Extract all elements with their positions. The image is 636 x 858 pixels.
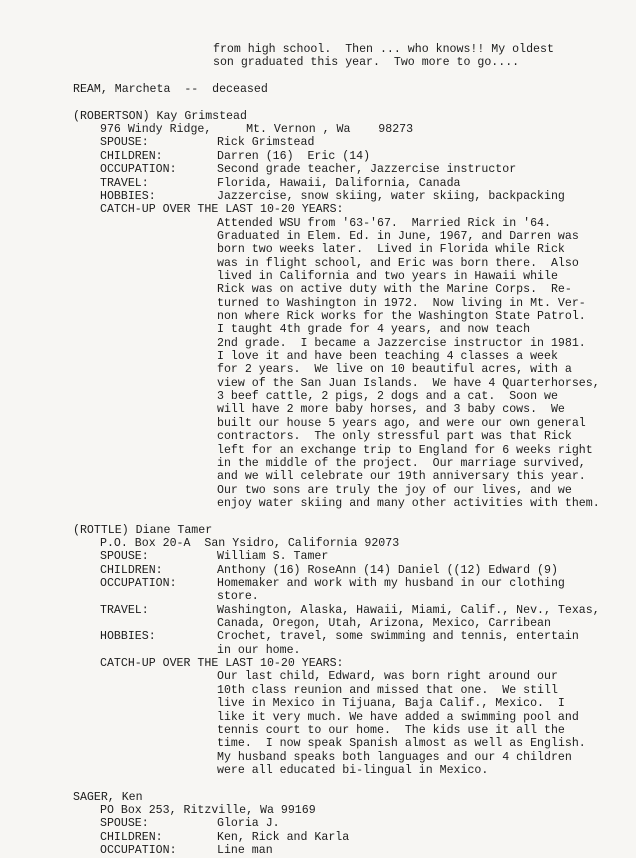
robertson-catchup-line: 3 beef cattle, 2 pigs, 2 dogs and a cat. Soon we <box>217 390 558 404</box>
robertson-spouse: Rick Grimstead <box>217 136 315 150</box>
rottle-catchup-line: tennis court to our home. The kids use it all the <box>217 723 565 737</box>
robertson-catchup-line: Our two sons are truly the joy of our lives, and we <box>217 483 572 497</box>
robertson-catchup-line: I taught 4th grade for 4 years, and now teach <box>217 323 531 337</box>
entry-sager-header: SAGER, Ken <box>73 790 143 804</box>
robertson-hobbies-label: HOBBIES: <box>100 189 156 203</box>
robertson-catchup-line: lived in California and two years in Hawaii while <box>217 269 558 283</box>
rottle-occupation-line: store. <box>217 590 259 604</box>
robertson-catchup-line: and we will celebrate our 19th anniversary this year. <box>217 470 586 484</box>
robertson-catchup-line: view of the San Juan Islands. We have 4 Quarterhorses, <box>217 376 600 390</box>
robertson-catchup-line: in the middle of the project. Our marriage survived, <box>217 456 586 470</box>
rottle-spouse-label: SPOUSE: <box>100 550 149 564</box>
entry-rottle-header: (ROTTLE) Diane Tamer <box>73 523 213 537</box>
robertson-occupation: Second grade teacher, Jazzercise instructor <box>217 163 517 177</box>
robertson-hobbies: Jazzercise, snow skiing, water skiing, backpacking <box>217 189 565 203</box>
sager-occupation: Line man <box>217 844 273 857</box>
robertson-catchup-line: enjoy water skiing and many other activities with them. <box>217 496 600 510</box>
rottle-catchup-line: My husband speaks both languages and our 4 children <box>217 750 572 764</box>
robertson-catchup-line: Rick was on active duty with the Marine Corps. Re- <box>217 283 572 297</box>
sager-children-label: CHILDREN: <box>100 830 163 844</box>
rottle-catchup-line: like it very much. We have added a swimming pool and <box>217 710 579 724</box>
rottle-spouse: William S. Tamer <box>217 550 329 564</box>
robertson-catchup-line: born two weeks later. Lived in Florida while Rick <box>217 243 565 257</box>
rottle-occupation-label: OCCUPATION: <box>100 577 177 590</box>
robertson-catchup-line: I love it and have been teaching 4 classes a week <box>217 350 558 364</box>
robertson-spouse-label: SPOUSE: <box>100 136 149 150</box>
robertson-catchup-line: Attended WSU from '63-'67. Married Rick in '64. <box>217 216 551 230</box>
robertson-catchup-line: was in flight school, and Eric was born there. Also <box>217 256 579 270</box>
rottle-catchup-line: live in Mexico in Tijuana, Baja Calif., Mexico. I <box>217 697 565 711</box>
rottle-catchup-label: CATCH-UP OVER THE LAST 10-20 YEARS: <box>100 657 344 671</box>
entry-robertson-header: (ROBERTSON) Kay Grimstead <box>73 109 247 123</box>
robertson-catchup-line: turned to Washington in 1972. Now living in Mt. Ver- <box>217 296 586 310</box>
robertson-catchup-line: non where Rick works for the Washington State Patrol. <box>217 310 586 323</box>
rottle-travel-label: TRAVEL: <box>100 603 149 617</box>
rottle-catchup-line: Our last child, Edward, was born right around our <box>217 670 558 684</box>
rottle-hobbies-line: in our home. <box>217 643 301 657</box>
intro-line-2: son graduated this year. Two more to go.... <box>213 56 520 70</box>
rottle-travel-line: Canada, Oregon, Utah, Arizona, Mexico, Carribean <box>217 617 551 631</box>
entry-ream: REAM, Marcheta -- deceased <box>73 83 268 97</box>
intro-line-1: from high school. Then ... who knows!! My oldest <box>213 43 554 56</box>
robertson-catchup-line: will have 2 more baby horses, and 3 baby cows. We <box>217 403 565 417</box>
rottle-address: P.O. Box 20-A San Ysidro, California 92073 <box>100 536 400 550</box>
robertson-address: 976 Windy Ridge, Mt. Vernon , Wa 98273 <box>100 123 414 137</box>
robertson-travel: Florida, Hawaii, Dalifornia, Canada <box>217 176 461 190</box>
rottle-children-label: CHILDREN: <box>100 563 163 577</box>
rottle-catchup-line: time. I now speak Spanish almost as well as English. <box>217 737 586 751</box>
rottle-catchup-line: were all educated bi-lingual in Mexico. <box>217 763 489 777</box>
robertson-catchup-label: CATCH-UP OVER THE LAST 10-20 YEARS: <box>100 203 344 217</box>
rottle-hobbies-label: HOBBIES: <box>100 630 156 644</box>
robertson-travel-label: TRAVEL: <box>100 176 149 190</box>
robertson-catchup-line: left for an exchange trip to England for 6 weeks right <box>217 443 593 457</box>
robertson-catchup-line: for 2 years. We live on 10 beautiful acres, with a <box>217 363 572 377</box>
sager-address: PO Box 253, Ritzville, Wa 99169 <box>100 803 316 817</box>
rottle-hobbies-line: Crochet, travel, some swimming and tennis, entertain <box>217 630 579 644</box>
rottle-children: Anthony (16) RoseAnn (14) Daniel ((12) Edward (9) <box>217 563 558 577</box>
robertson-children-label: CHILDREN: <box>100 149 163 163</box>
robertson-catchup-line: 2nd grade. I became a Jazzercise instructor in 1981. <box>217 336 586 350</box>
robertson-catchup-line: built our house 5 years ago, and were our own general <box>217 416 586 430</box>
robertson-catchup-line: Graduated in Elem. Ed. in June, 1967, and Darren was <box>217 229 579 243</box>
robertson-occupation-label: OCCUPATION: <box>100 163 177 177</box>
sager-occupation-label: OCCUPATION: <box>100 844 177 857</box>
rottle-catchup-line: 10th class reunion and missed that one. We still <box>217 683 558 697</box>
sager-spouse-label: SPOUSE: <box>100 817 149 831</box>
sager-spouse: Gloria J. <box>217 817 280 831</box>
sager-children: Ken, Rick and Karla <box>217 830 350 844</box>
rottle-travel-line: Washington, Alaska, Hawaii, Miami, Calif., Nev., Texas, <box>217 603 600 617</box>
robertson-catchup-line: contractors. The only stressful part was that Rick <box>217 430 572 444</box>
robertson-children: Darren (16) Eric (14) <box>217 149 371 163</box>
rottle-occupation-line: Homemaker and work with my husband in our clothing <box>217 577 565 590</box>
